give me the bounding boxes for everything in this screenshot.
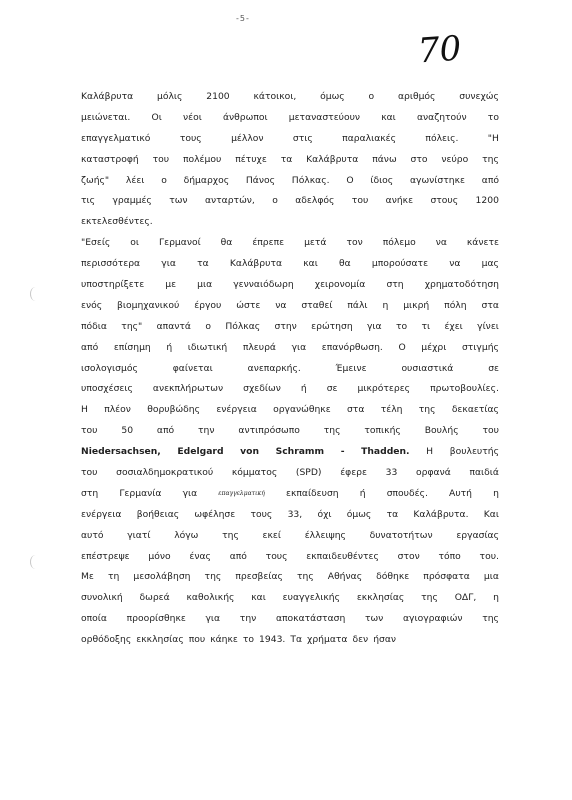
word: επαγγελματικό <box>81 132 151 144</box>
word: αναζητούν <box>416 111 467 123</box>
word: μετά <box>304 237 327 249</box>
word: πόλεις. <box>425 132 459 144</box>
word: βουλευτής <box>449 446 499 458</box>
word: έφερε <box>340 467 367 479</box>
word: λέει <box>125 174 145 186</box>
word: χρηματοδότηση <box>424 279 499 291</box>
word: ή <box>359 487 366 499</box>
word: καταστροφή <box>81 153 139 165</box>
word: χρήματα <box>307 634 348 646</box>
word: της <box>204 571 222 583</box>
word: ερώτηση <box>311 320 353 332</box>
word: από <box>481 174 499 186</box>
word: Αθήνας <box>327 571 363 583</box>
word: ιδιωτική <box>187 341 228 353</box>
text-line <box>81 630 499 651</box>
margin-punch-mark <box>30 555 41 569</box>
word: και <box>303 258 318 270</box>
word: πρόσφατα <box>423 571 470 583</box>
word: θα <box>220 237 233 249</box>
word: της <box>323 425 341 437</box>
word: ίδιος <box>370 174 394 186</box>
word: της <box>482 613 499 625</box>
word: ανεκπλήρωτων <box>152 383 224 395</box>
word: Πόλκας. <box>291 174 330 186</box>
text-line <box>81 317 499 338</box>
word: των <box>364 613 384 625</box>
word: Με <box>81 571 94 583</box>
word: για <box>205 613 221 625</box>
word: και <box>251 592 266 604</box>
word: για <box>367 320 382 332</box>
word: Καλάβρυτα <box>229 258 283 270</box>
word: λόγω <box>174 529 199 541</box>
word: στη <box>386 279 404 291</box>
word: της <box>296 571 314 583</box>
word: πολέμου <box>182 153 222 165</box>
word: γενναιόδωρη <box>233 279 294 291</box>
word: Καλάβρυτα <box>81 91 134 102</box>
word: τα <box>280 153 293 165</box>
word: έπρεπε <box>252 237 285 249</box>
word: Ο <box>346 174 354 186</box>
text-line <box>81 421 499 442</box>
word: μέχρι <box>421 341 447 353</box>
word: ο <box>272 195 278 207</box>
word: του <box>81 425 98 437</box>
word: Η <box>426 446 434 458</box>
word: (SPD) <box>295 467 322 479</box>
word: πάνω <box>372 153 397 165</box>
word: η <box>493 592 499 604</box>
word: μεσολάβηση <box>133 571 191 583</box>
word: μειώνεται. <box>81 111 131 123</box>
text-line <box>81 275 499 296</box>
word: στη <box>81 487 99 499</box>
word: αγωνίστηκε <box>409 174 465 186</box>
word: "Η <box>487 132 499 144</box>
word: του <box>152 153 170 165</box>
word: "Εσείς <box>81 237 111 249</box>
word: μέλλον <box>231 132 264 144</box>
word: οι <box>130 237 140 249</box>
word: γραμμές <box>112 195 152 207</box>
text-line <box>81 129 499 150</box>
word: ισολογισμός <box>81 362 138 374</box>
word: αριθμός <box>397 91 436 102</box>
word: παραλιακές <box>342 132 397 144</box>
word: περισσότερα <box>81 258 141 270</box>
word: οργανώθηκε <box>273 404 331 416</box>
word: να <box>275 299 287 311</box>
word: ορθόδοξης <box>81 634 132 646</box>
word: εκεί <box>262 529 282 541</box>
word: δωρεά <box>139 592 170 604</box>
word: του <box>81 467 98 479</box>
word: σε <box>326 383 338 395</box>
word: των <box>169 195 188 207</box>
word: δόθηκε <box>376 571 410 583</box>
text-line <box>81 359 499 380</box>
word: κάηκε <box>210 634 238 646</box>
text-line <box>81 150 499 171</box>
word: της <box>421 592 438 604</box>
word: του <box>482 425 499 437</box>
word: στο <box>410 153 428 165</box>
word: μπορούσατε <box>371 258 429 270</box>
word: Schramm <box>275 446 325 458</box>
word: ήσαν <box>373 634 397 646</box>
text-line <box>81 212 499 233</box>
word: την <box>239 613 257 625</box>
text-line <box>81 171 499 192</box>
text-line <box>81 108 499 129</box>
word: μόλις <box>157 91 183 102</box>
word: και <box>381 111 396 123</box>
word: τους <box>179 132 202 144</box>
word: μικρότερες <box>357 383 411 395</box>
text-line <box>81 588 499 609</box>
word: 1200 <box>475 195 499 207</box>
word: ανεπαρκής. <box>247 362 301 374</box>
text-line <box>81 609 499 630</box>
word: από <box>156 425 175 437</box>
text-line <box>81 379 499 400</box>
word: σταθεί <box>301 299 333 311</box>
word: καθολικής <box>186 592 235 604</box>
word: πρεσβείας <box>235 571 283 583</box>
word: οποία <box>81 613 107 625</box>
word: κάνετε <box>466 237 499 249</box>
word: ευαγγελικής <box>282 592 341 604</box>
word: πλευρά <box>242 341 276 353</box>
word: το <box>395 320 408 332</box>
word: στις <box>292 132 313 144</box>
word: ώστε <box>236 299 261 311</box>
word: Niedersachsen, <box>81 446 161 458</box>
word: στα <box>481 299 499 311</box>
word: γίνει <box>477 320 499 332</box>
word: Ο <box>398 341 406 353</box>
word: σοσιαλδημοκρατικού <box>116 467 214 479</box>
word: της" <box>121 320 143 332</box>
word: που <box>188 634 206 646</box>
word: τα <box>197 258 209 270</box>
text-line <box>81 484 499 505</box>
word: δεκαετίας <box>451 404 499 416</box>
word: επέστρεψε <box>81 550 130 562</box>
word: πάλι <box>347 299 368 311</box>
word: τόπο <box>438 550 461 562</box>
word: όμως <box>320 91 345 102</box>
word: 1943. <box>259 634 286 646</box>
word: του <box>351 195 369 207</box>
word: εργασίας <box>456 529 499 541</box>
word: πόλη <box>444 299 467 311</box>
word: Οι <box>151 111 162 123</box>
word: Thadden. <box>361 446 410 458</box>
word: τη <box>107 571 120 583</box>
word: αγιογραφιών <box>402 613 463 625</box>
word: πλέον <box>104 404 131 416</box>
word: τον <box>346 237 363 249</box>
word: σπουδές. <box>386 487 428 499</box>
word: με <box>165 279 177 291</box>
word: να <box>435 237 447 249</box>
body-text <box>81 87 499 651</box>
word: μια <box>483 571 499 583</box>
text-line <box>81 338 499 359</box>
word: τις <box>81 195 96 207</box>
word: της <box>222 529 239 541</box>
word: την <box>198 425 215 437</box>
word: από <box>81 341 99 353</box>
word: το <box>487 111 499 123</box>
word: Καλάβρυτα. <box>413 508 469 520</box>
word: πόλεμο <box>382 237 416 249</box>
word: εκπαιδευθέντες <box>306 550 379 562</box>
word: προορίσθηκε <box>126 613 186 625</box>
word: σχεδίων <box>243 383 281 395</box>
word: όμως <box>346 508 372 520</box>
text-line <box>81 463 499 484</box>
word: Καλάβρυτα <box>306 153 359 165</box>
word: για <box>161 258 176 270</box>
word: έχει <box>444 320 463 332</box>
word: του. <box>479 550 499 562</box>
word: ένας <box>189 550 211 562</box>
word: γιατί <box>127 529 151 541</box>
word: τους <box>265 550 288 562</box>
word: συνεχώς <box>459 91 499 102</box>
word: ενέργεια <box>216 404 257 416</box>
word: - <box>340 446 345 458</box>
word: μια <box>197 279 213 291</box>
word: πρωτοβουλίες. <box>430 383 499 395</box>
word: ή <box>300 383 307 395</box>
word: πόδια <box>81 320 107 332</box>
text-line <box>81 400 499 421</box>
word: σε <box>488 362 499 374</box>
word: στην <box>274 320 297 332</box>
word: Βουλής <box>424 425 459 437</box>
word: ανήκε <box>385 195 414 207</box>
word: ή <box>166 341 173 353</box>
word: μας <box>481 258 499 270</box>
word: επίσημη <box>113 341 151 353</box>
text-line <box>81 254 499 275</box>
word: μικρή <box>403 299 430 311</box>
word: Αυτή <box>449 487 472 499</box>
word: ωφέλησε <box>194 508 236 520</box>
text-line <box>81 191 499 212</box>
word: von <box>240 446 259 458</box>
word: 2100 <box>206 91 230 102</box>
text-line <box>81 526 499 547</box>
word: στους <box>430 195 459 207</box>
word: για <box>182 487 198 499</box>
word: αυτό <box>81 529 104 541</box>
word: όχι <box>317 508 332 520</box>
word: βοήθειας <box>136 508 180 520</box>
word: Η <box>81 404 88 416</box>
word: άνθρωποι <box>222 111 268 123</box>
word: στα <box>346 404 365 416</box>
word: πέτυχε <box>235 153 267 165</box>
word: κάτοικοι, <box>253 91 297 102</box>
word: φαίνεται <box>172 362 213 374</box>
word: παιδιά <box>469 467 499 479</box>
word: ανταρτών, <box>204 195 255 207</box>
word: Πόλκας <box>225 320 261 332</box>
word: ο <box>205 320 211 332</box>
word: εκκλησίας <box>136 634 184 646</box>
word: υποσχέσεις <box>81 383 133 395</box>
word: έλλειψης <box>304 529 346 541</box>
word: έργου <box>194 299 222 311</box>
text-line <box>81 233 499 254</box>
word: επαγγελματική <box>218 489 265 497</box>
word: ζωής" <box>81 174 110 186</box>
word: ΟΔΓ, <box>454 592 477 604</box>
word: ενέργεια <box>81 508 122 520</box>
text-line <box>81 442 499 463</box>
word: ορφανά <box>416 467 451 479</box>
word: η <box>493 487 499 499</box>
text-line <box>81 547 499 568</box>
word: χειρονομία <box>314 279 366 291</box>
text-line <box>81 505 499 526</box>
word: Γερμανοί <box>159 237 201 249</box>
word: 33, <box>287 508 303 520</box>
word: της <box>482 153 499 165</box>
word: νέοι <box>183 111 202 123</box>
word: Γερμανία <box>119 487 162 499</box>
word: στον <box>397 550 420 562</box>
word: βιομηχανικού <box>117 299 180 311</box>
word: εκκλησίας <box>356 592 405 604</box>
word: ουσιαστικά <box>401 362 454 374</box>
word: η <box>382 299 389 311</box>
word: επανόρθωση. <box>321 341 383 353</box>
word: νεύρο <box>441 153 469 165</box>
word: ο <box>161 174 167 186</box>
word: τα <box>386 508 399 520</box>
word: να <box>449 258 461 270</box>
word: θορυβώδης <box>147 404 201 416</box>
word: δεν <box>352 634 369 646</box>
word: Πάνος <box>245 174 275 186</box>
text-line <box>81 567 499 588</box>
word: εκπαίδευση <box>285 487 339 499</box>
word: αδελφός <box>295 195 335 207</box>
word: στιγμής <box>461 341 499 353</box>
word: δήμαρχος <box>183 174 230 186</box>
word: από <box>229 550 247 562</box>
word: αντιπρόσωπο <box>238 425 300 437</box>
word: ενός <box>81 299 103 311</box>
word: τέλη <box>380 404 403 416</box>
word: συνολική <box>81 592 123 604</box>
word: Τα <box>290 634 303 646</box>
word: για <box>291 341 307 353</box>
word: υποστηρίξετε <box>81 279 145 291</box>
word: τους <box>250 508 273 520</box>
text-line <box>81 87 499 108</box>
word: απαντά <box>156 320 191 332</box>
handwritten-page-number: 70 <box>416 28 463 72</box>
word: εκτελεσθέντες. <box>81 216 153 228</box>
word: θα <box>339 258 351 270</box>
word: ο <box>368 91 375 102</box>
word: Edelgard <box>177 446 224 458</box>
margin-punch-mark <box>30 287 41 301</box>
word: δυνατοτήτων <box>369 529 433 541</box>
word: Και <box>483 508 499 520</box>
word: το <box>242 634 255 646</box>
word: κόμματος <box>231 467 278 479</box>
word: 33 <box>385 467 398 479</box>
word: μόνο <box>148 550 171 562</box>
word: τι <box>421 320 431 332</box>
page-marker: -5- <box>236 14 250 23</box>
word: της <box>418 404 436 416</box>
text-line <box>81 296 499 317</box>
word: μεταναστεύουν <box>288 111 361 123</box>
word: τοπικής <box>364 425 401 437</box>
word: αποκατάσταση <box>275 613 346 625</box>
word: Έμεινε <box>335 362 367 374</box>
word: 50 <box>121 425 134 437</box>
